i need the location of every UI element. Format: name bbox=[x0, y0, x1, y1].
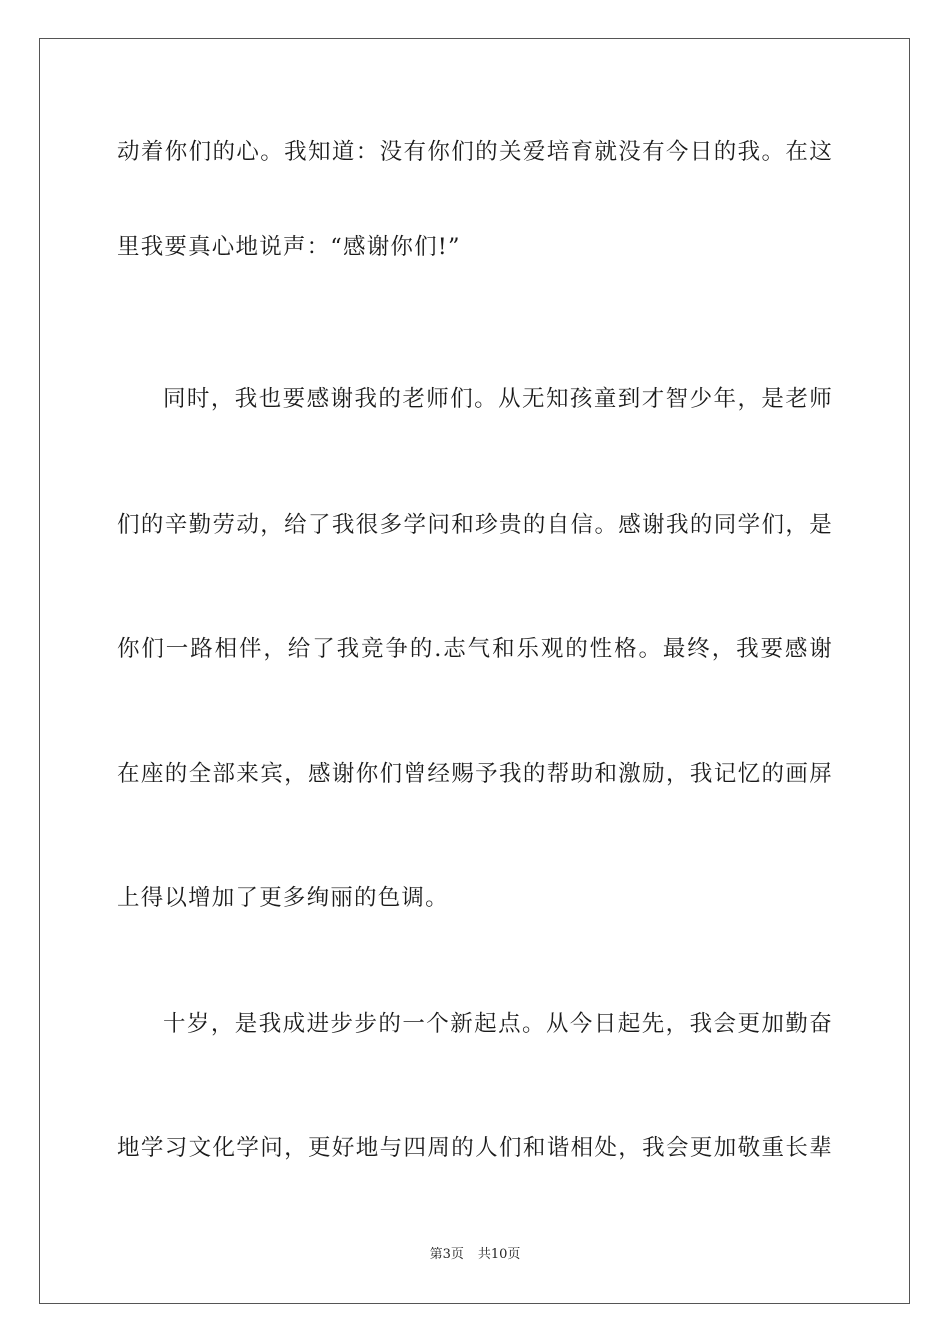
page-border bbox=[39, 38, 910, 1304]
paragraph-line: 上得以增加了更多绚丽的色调。 bbox=[117, 885, 449, 911]
page-number: 第3页 bbox=[429, 1247, 464, 1262]
paragraph-line: 在座的全部来宾，感谢你们曾经赐予我的帮助和激励，我记忆的画屏 bbox=[117, 761, 833, 787]
paragraph-line: 动着你们的心。我知道：没有你们的关爱培育就没有今日的我。在这 bbox=[117, 139, 833, 165]
paragraph-line: 们的辛勤劳动，给了我很多学问和珍贵的自信。感谢我的同学们，是 bbox=[117, 512, 833, 538]
paragraph-line: 地学习文化学问，更好地与四周的人们和谐相处，我会更加敬重长辈 bbox=[117, 1135, 833, 1161]
paragraph-line: 同时，我也要感谢我的老师们。从无知孩童到才智少年，是老师 bbox=[163, 386, 833, 412]
paragraph-line: 十岁，是我成进步步的一个新起点。从今日起先，我会更加勤奋 bbox=[163, 1011, 833, 1037]
paragraph-line: 里我要真心地说声：“感谢你们!” bbox=[117, 234, 461, 260]
paragraph-line: 你们一路相伴，给了我竞争的.志气和乐观的性格。最终，我要感谢 bbox=[117, 636, 833, 662]
page-total: 共10页 bbox=[477, 1247, 521, 1262]
page-footer bbox=[0, 1246, 950, 1264]
